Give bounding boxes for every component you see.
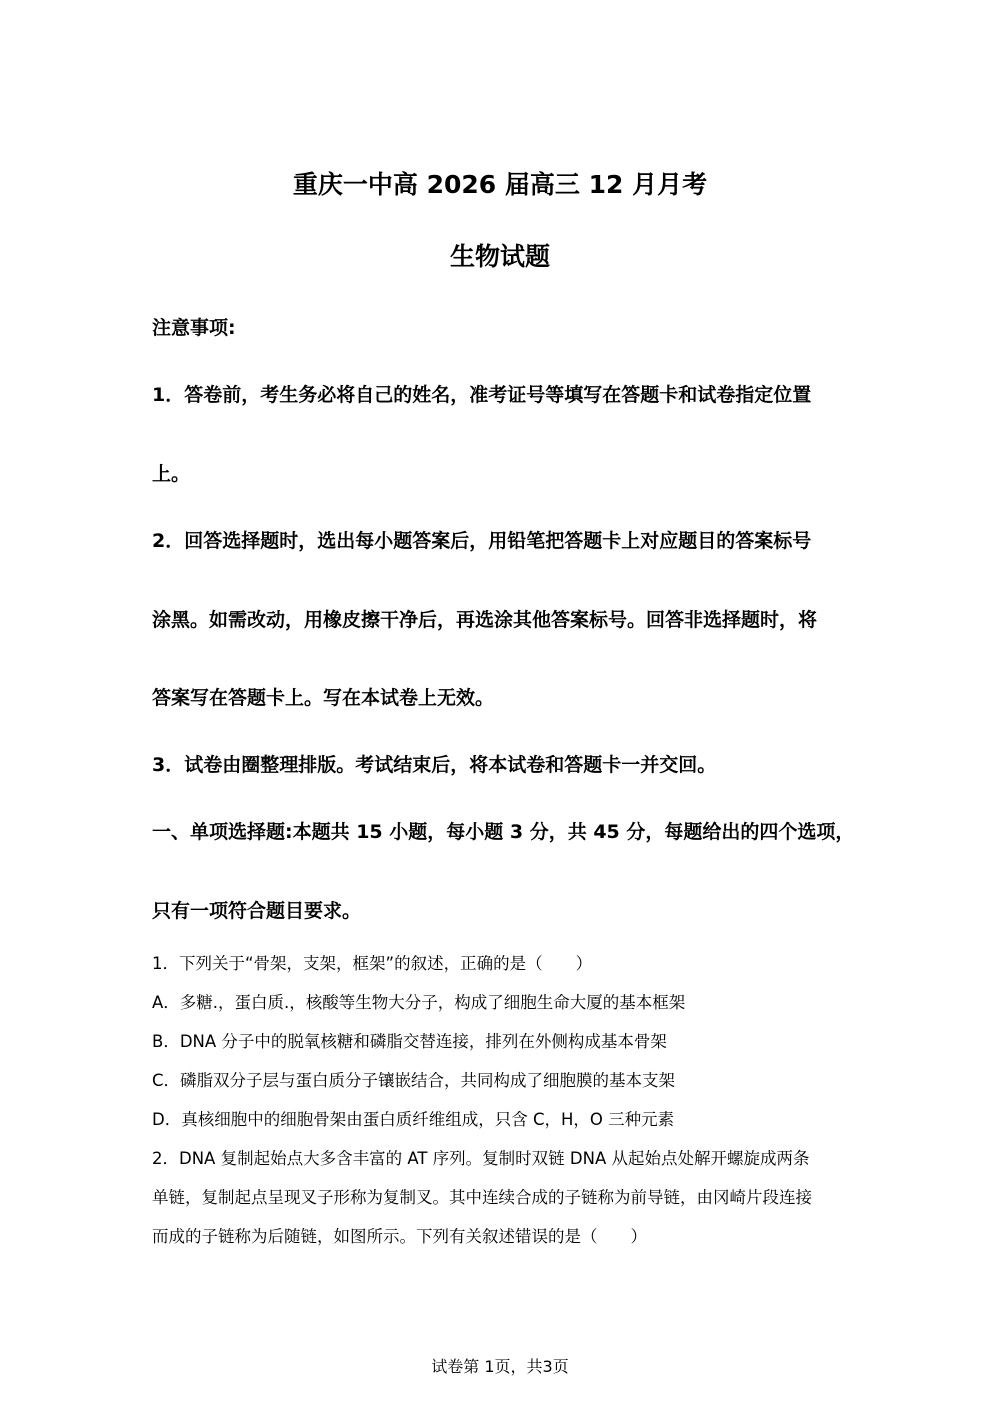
exam-title: 重庆一中高 2026 届高三 12 月月考 [292, 170, 708, 199]
question-2-stem-line-3: 而成的子链称为后随链，如图所示。下列有关叙述错误的是（ ） [152, 1227, 647, 1246]
notice-line-4: 涂黑。如需改动，用橡皮擦干净后，再选涂其他答案标号。回答非选择题时，将 [152, 609, 818, 631]
notice-line-3: 2．回答选择题时，选出每小题答案后，用铅笔把答题卡上对应题目的答案标号 [152, 530, 812, 552]
notice-heading: 注意事项: [152, 317, 236, 339]
question-1-option-b: B．DNA 分子中的脱氧核糖和磷脂交替连接，排列在外侧构成基本骨架 [152, 1032, 667, 1051]
notice-line-5: 答案写在答题卡上。写在本试卷上无效。 [152, 687, 495, 709]
notice-line-2: 上。 [152, 463, 191, 485]
question-2-stem-line-2: 单链，复制起点呈现叉子形称为复制叉。其中连续合成的子链称为前导链，由冈崎片段连接 [152, 1188, 812, 1207]
notice-line-1: 1．答卷前，考生务必将自己的姓名，准考证号等填写在答题卡和试卷指定位置 [152, 384, 812, 406]
notice-line-6: 3．试卷由圈整理排版。考试结束后，将本试卷和答题卡一并交回。 [152, 754, 717, 776]
section-heading-line-1: 一、单项选择题:本题共 15 小题，每小题 3 分，共 45 分，每题给出的四个选项， [152, 821, 855, 843]
question-1-option-c: C．磷脂双分子层与蛋白质分子镶嵌结合，共同构成了细胞膜的基本支架 [152, 1071, 676, 1090]
question-1-option-a: A．多糖.，蛋白质.，核酸等生物大分子，构成了细胞生命大厦的基本框架 [152, 993, 686, 1012]
question-2-stem-line-1: 2．DNA 复制起始点大多含丰富的 AT 序列。复制时双链 DNA 从起始点处解开螺旋成两条 [152, 1149, 810, 1168]
section-heading-line-2: 只有一项符合题目要求。 [152, 900, 362, 922]
exam-subject: 生物试题 [449, 242, 550, 271]
page-footer: 试卷第 1页，共3页 [431, 1357, 569, 1376]
question-1-stem: 1．下列关于“骨架，支架，框架”的叙述，正确的是（ ） [152, 954, 593, 973]
question-1-option-d: D．真核细胞中的细胞骨架由蛋白质纤维组成，只含 C，H，O 三种元素 [152, 1110, 675, 1129]
